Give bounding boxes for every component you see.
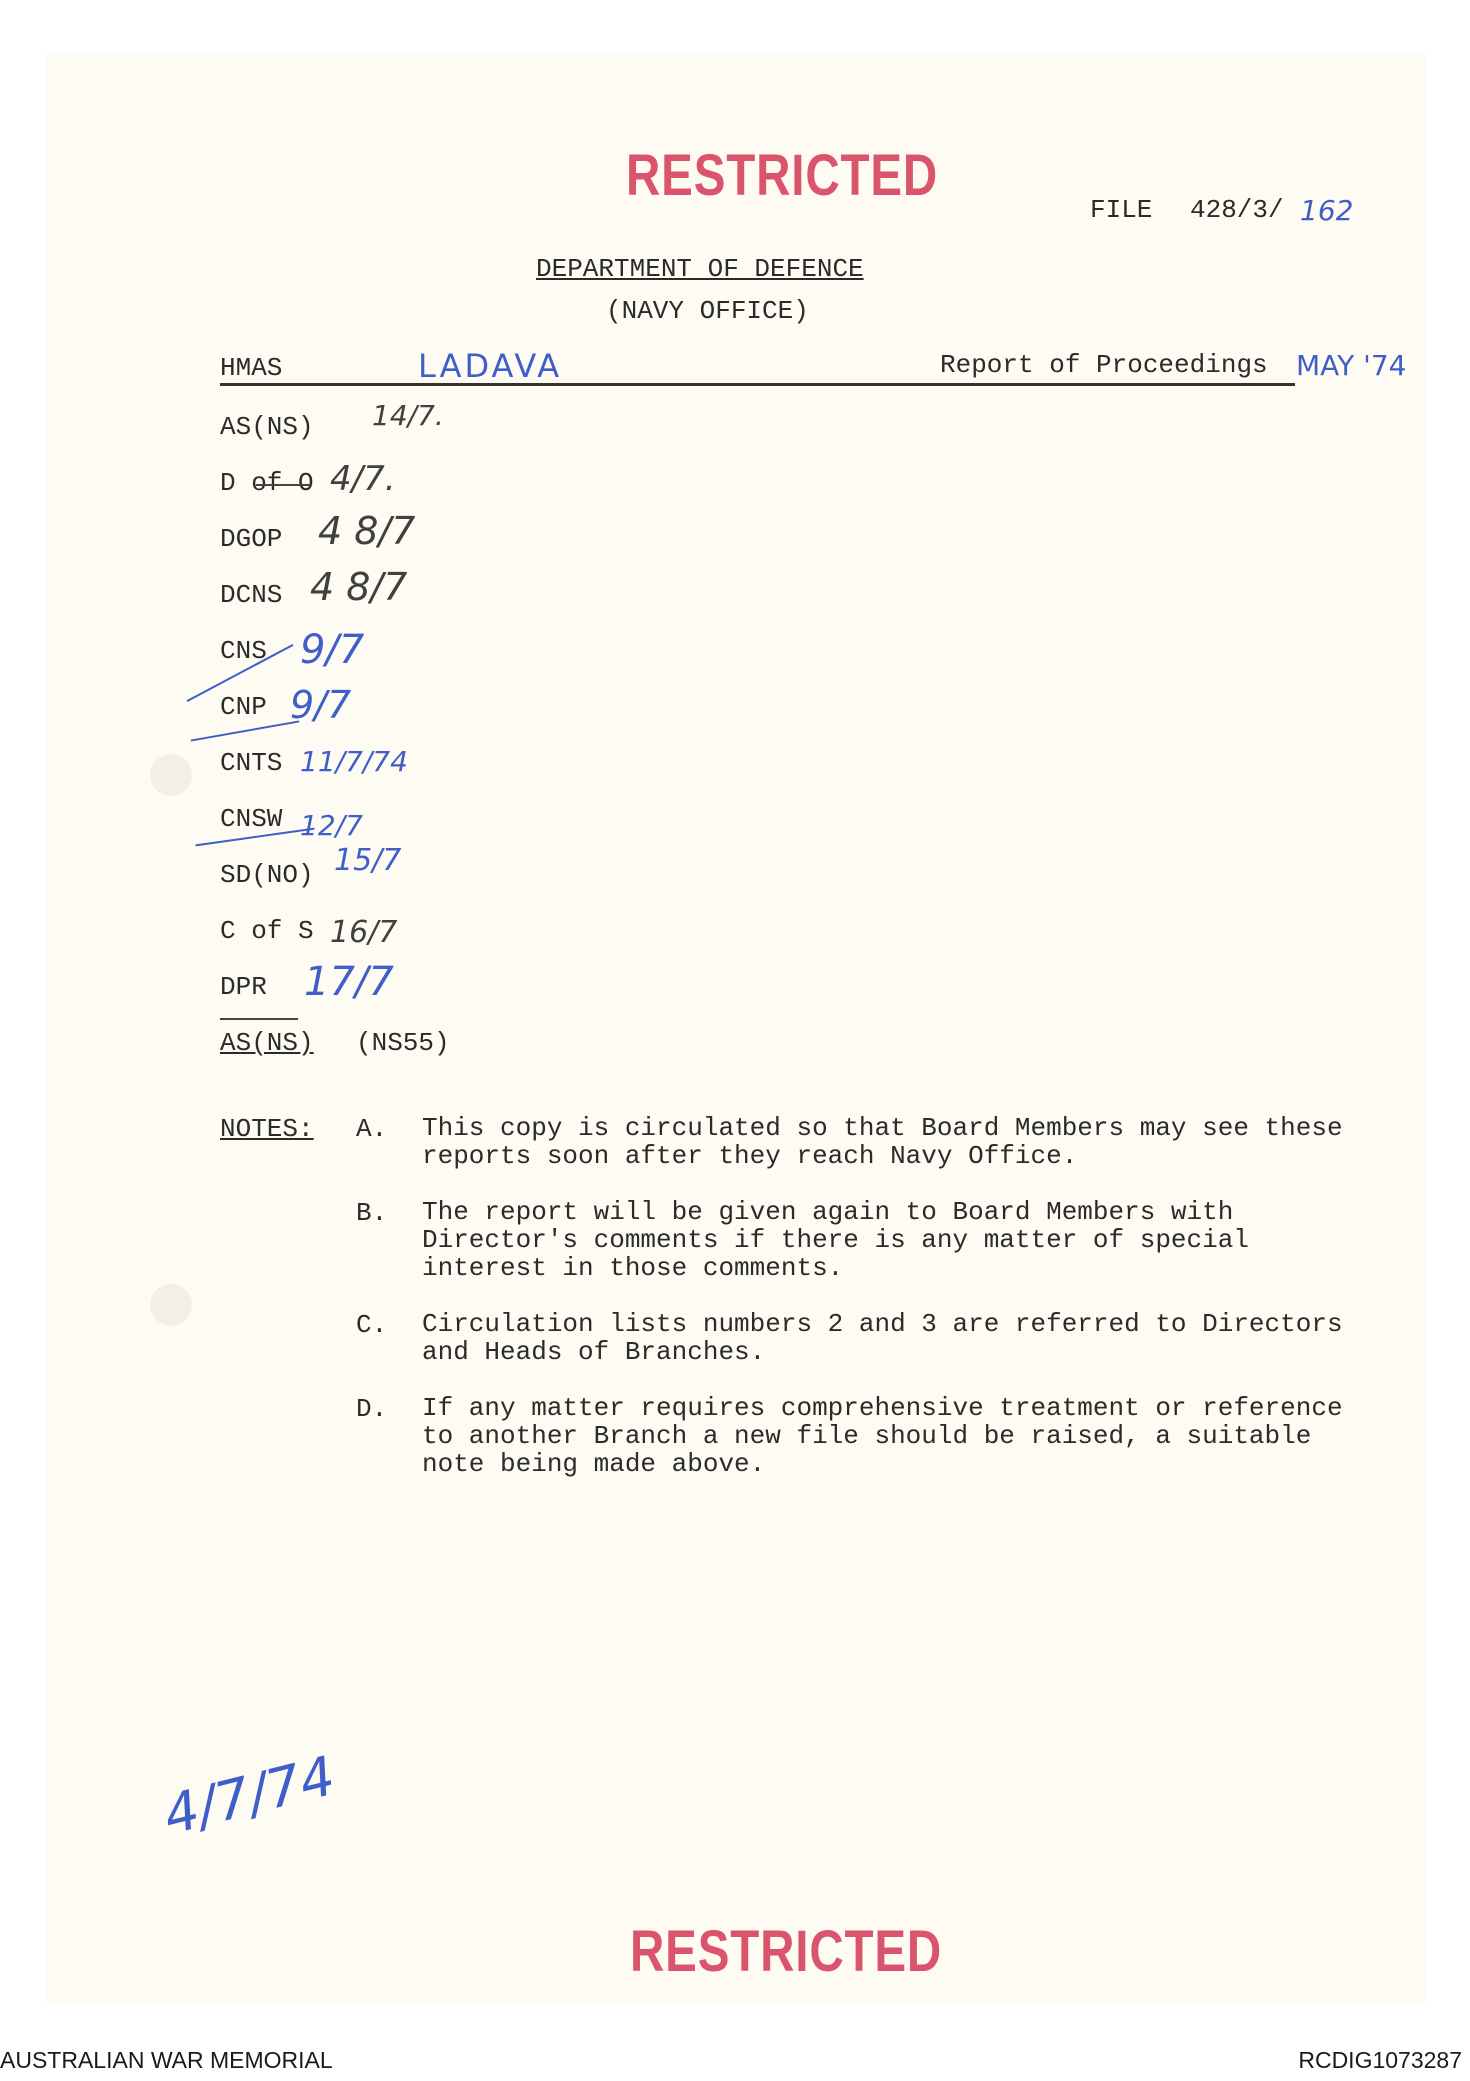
report-period: MAY '74 xyxy=(1296,349,1407,382)
note-text: If any matter requires comprehensive treatment or reference to another Branch a new file should be raised, a suitable note being made above. xyxy=(422,1393,1343,1479)
archive-credit: AUSTRALIAN WAR MEMORIAL xyxy=(0,2047,333,2073)
note-text: Circulation lists numbers 2 and 3 are referred to Directors and Heads of Branches. xyxy=(422,1309,1343,1367)
hmas-label: HMAS xyxy=(220,353,283,383)
initial-annotation: 9/7 xyxy=(300,627,365,673)
restricted-stamp-bottom: RESTRICTED xyxy=(630,1919,943,1984)
initial-annotation: 12/7 xyxy=(300,809,363,842)
initial-annotation: 11/7/74 xyxy=(300,745,408,778)
note-text: This copy is circulated so that Board Members may see these reports soon after they reach Navy Office. xyxy=(422,1113,1343,1171)
circulation-code: CNSW xyxy=(220,804,283,834)
initial-annotation: 16/7 xyxy=(330,915,398,950)
strike-through xyxy=(220,1018,298,1020)
circulation-reference: (NS55) xyxy=(356,1028,450,1058)
ship-name: LADAVA xyxy=(418,347,563,385)
initial-annotation: 4 8/7 xyxy=(310,565,408,609)
circulation-code: SD(NO) xyxy=(220,860,314,890)
note-letter: D. xyxy=(356,1394,388,1424)
file-number: 428/3/ xyxy=(1190,195,1284,225)
file-number-handwritten: 162 xyxy=(1300,194,1354,227)
punch-hole xyxy=(150,1284,192,1326)
initial-annotation: 4 8/7 xyxy=(318,509,416,553)
file-label: FILE xyxy=(1090,195,1153,225)
initial-annotation: 17/7 xyxy=(304,959,394,1005)
note-text: The report will be given again to Board Members with Director's comments if there is any matter of special interest in those comments. xyxy=(422,1197,1249,1283)
initial-annotation: 9/7 xyxy=(290,683,352,727)
circulation-code: D of O xyxy=(220,468,314,498)
note-letter: B. xyxy=(356,1198,388,1228)
strike-through xyxy=(256,484,312,486)
circulation-code: DPR xyxy=(220,972,267,1002)
archive-reference: RCDIG1073287 xyxy=(1298,2047,1462,2073)
department-title: DEPARTMENT OF DEFENCE xyxy=(536,254,864,284)
initial-annotation: 4/7. xyxy=(330,459,396,499)
circulation-code: DCNS xyxy=(220,580,283,610)
report-of-proceedings-label: Report of Proceedings xyxy=(940,350,1268,380)
office-subtitle: (NAVY OFFICE) xyxy=(606,296,809,326)
filing-signature: 4/7/74 xyxy=(157,1743,342,1848)
notes-heading: NOTES: xyxy=(220,1114,314,1144)
circulation-code: CNTS xyxy=(220,748,283,778)
circulation-code: CNP xyxy=(220,692,267,722)
circulation-code: AS(NS) xyxy=(220,1028,314,1058)
circulation-code: C of S xyxy=(220,916,314,946)
initial-annotation: 14/7. xyxy=(372,399,444,432)
punch-hole xyxy=(150,754,192,796)
note-letter: C. xyxy=(356,1310,388,1340)
header-rule xyxy=(220,383,1295,386)
initial-annotation: 15/7 xyxy=(334,843,402,878)
restricted-stamp-top: RESTRICTED xyxy=(626,143,939,208)
note-letter: A. xyxy=(356,1114,388,1144)
circulation-code: AS(NS) xyxy=(220,412,314,442)
circulation-code: CNS xyxy=(220,636,267,666)
circulation-code: DGOP xyxy=(220,524,283,554)
